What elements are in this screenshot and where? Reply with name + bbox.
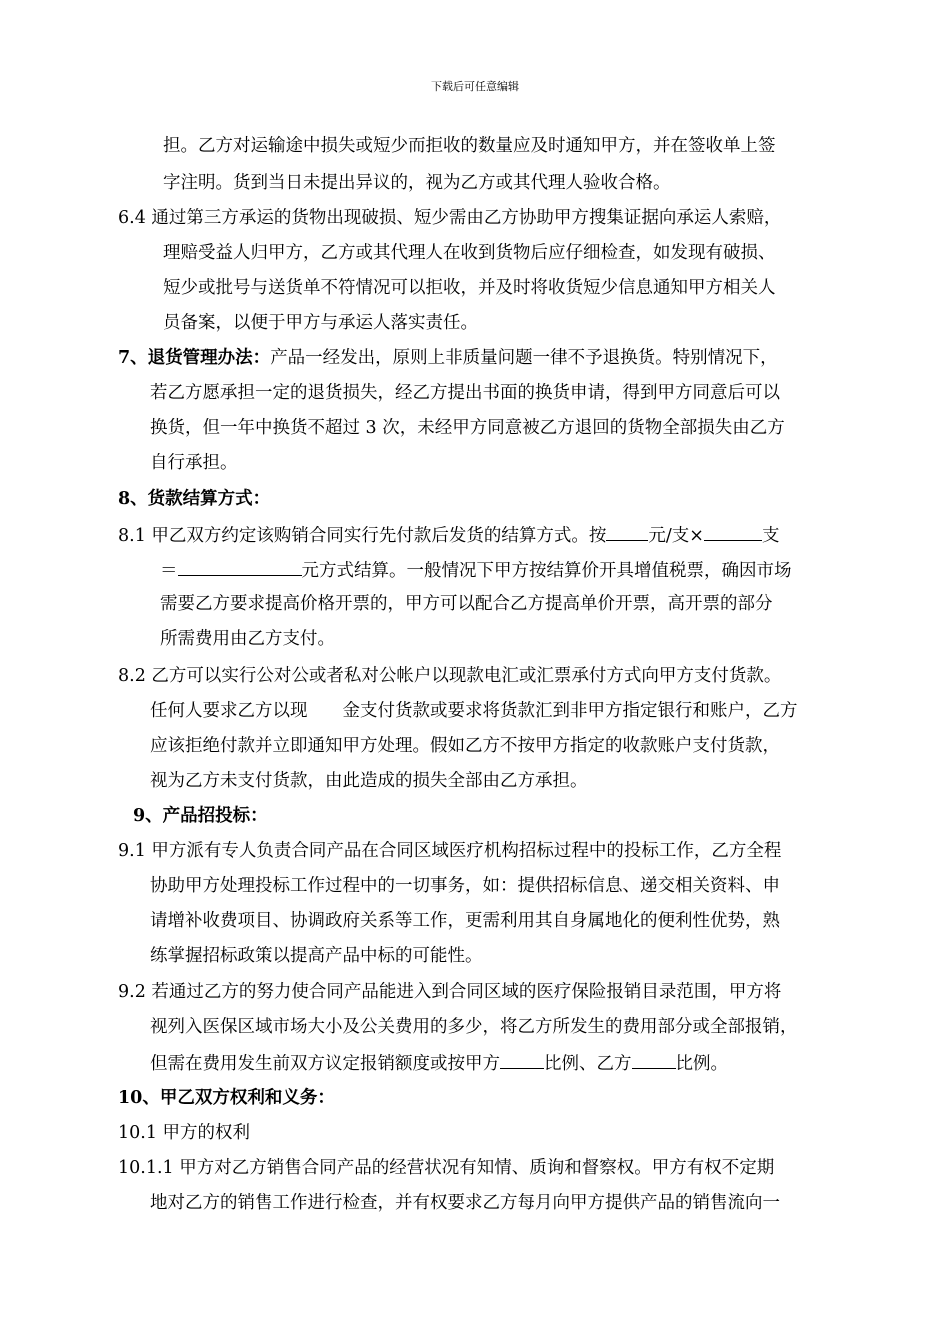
- clause-10-1: 10.1 甲方的权利: [118, 1123, 251, 1143]
- body-line: 若乙方愿承担一定的退货损失，经乙方提出书面的换货申请，得到甲方同意后可以: [150, 383, 780, 403]
- clause-6-4: 6.4 通过第三方承运的货物出现破损、短少需由乙方协助甲方搜集证据向承运人索赔，: [118, 208, 782, 228]
- body-line: 练掌握招标政策以提高产品中标的可能性。: [150, 946, 483, 966]
- blank-field: [500, 1051, 544, 1069]
- body-line: 但需在费用发生前双方议定报销额度或按甲方 比例、乙方 比例。: [150, 1051, 728, 1075]
- body-line: 短少或批号与送货单不符情况可以拒收，并及时将收货短少信息通知甲方相关人: [163, 278, 776, 298]
- clause-10-1-1: 10.1.1 甲方对乙方销售合同产品的经营状况有知情、质询和督察权。甲方有权不定期: [118, 1158, 775, 1178]
- body-line: 担。乙方对运输途中损失或短少而拒收的数量应及时通知甲方，并在签收单上签: [163, 136, 776, 156]
- section-heading: 9、产品招投标：: [133, 806, 268, 826]
- body-line: 自行承担。: [150, 453, 238, 473]
- body-line: 请增补收费项目、协调政府关系等工作，更需利用其自身属地化的便利性优势，熟: [150, 911, 780, 931]
- blank-field: [178, 558, 302, 576]
- body-line: 字注明。货到当日未提出异议的，视为乙方或其代理人验收合格。: [163, 173, 671, 193]
- section-heading: 8、货款结算方式：: [118, 489, 271, 509]
- blank-field: [606, 523, 648, 541]
- body-line: 理赔受益人归甲方，乙方或其代理人在收到货物后应仔细检查，如发现有破损、: [163, 243, 776, 263]
- body-line: 员备案，以便于甲方与承运人落实责任。: [163, 313, 478, 333]
- body-line: 任何人要求乙方以现 金支付货款或要求将货款汇到非甲方指定银行和账户，乙方: [150, 701, 798, 721]
- section-9: [133, 805, 268, 827]
- clause-8-1: 8.1 甲乙双方约定该购销合同实行先付款后发货的结算方式。按 元/支× 支: [118, 523, 779, 547]
- body-line: 协助甲方处理投标工作过程中的一切事务，如：提供招标信息、递交相关资料、申: [150, 876, 780, 896]
- section-heading: 10、甲乙双方权利和义务：: [118, 1088, 335, 1108]
- body-line: ＝ 元方式结算。一般情况下甲方按结算价开具增值税票，确因市场: [160, 558, 792, 582]
- section-8: [118, 488, 270, 510]
- clause-9-2: 9.2 若通过乙方的努力使合同产品能进入到合同区域的医疗保险报销目录范围，甲方将: [118, 982, 782, 1002]
- section-10: [118, 1087, 335, 1109]
- body-line: 换货，但一年中换货不超过 3 次，未经甲方同意被乙方退回的货物全部损失由乙方: [150, 418, 785, 438]
- body-line: 应该拒绝付款并立即通知甲方处理。假如乙方不按甲方指定的收款账户支付货款，: [150, 736, 780, 756]
- body-line: 所需费用由乙方支付。: [160, 629, 335, 649]
- section-heading: 7、退货管理办法：: [118, 348, 271, 368]
- page-header: 下载后可任意编辑: [431, 80, 519, 93]
- body-line: 视为乙方未支付货款，由此造成的损失全部由乙方承担。: [150, 771, 588, 791]
- section-7: 7、退货管理办法：产品一经发出，原则上非质量问题一律不予退换货。特别情况下，: [118, 348, 778, 368]
- body-line: 需要乙方要求提高价格开票的，甲方可以配合乙方提高单价开票，高开票的部分: [160, 594, 773, 614]
- body-line: 地对乙方的销售工作进行检查，并有权要求乙方每月向甲方提供产品的销售流向一: [150, 1193, 780, 1213]
- clause-9-1: 9.1 甲方派有专人负责合同产品在合同区域医疗机构招标过程中的投标工作，乙方全程: [118, 841, 782, 861]
- blank-field: [704, 523, 762, 541]
- clause-8-2: 8.2 乙方可以实行公对公或者私对公帐户以现款电汇或汇票承付方式向甲方支付货款。: [118, 666, 782, 686]
- body-line: 视列入医保区域市场大小及公关费用的多少，将乙方所发生的费用部分或全部报销，: [150, 1017, 798, 1037]
- blank-field: [632, 1051, 676, 1069]
